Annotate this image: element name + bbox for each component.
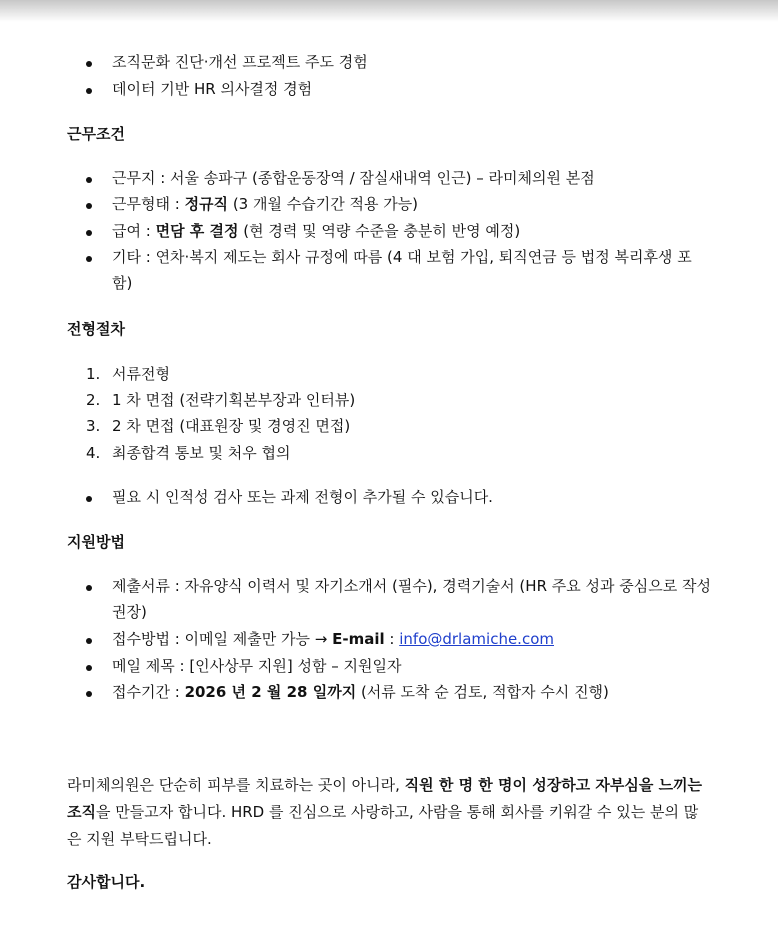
apply-period: 접수기간 : 2026 년 2 월 28 일까지 (서류 도착 순 검토, 적합자 수시 진행)	[112, 683, 609, 701]
bullet-dot	[86, 638, 92, 644]
intro-bullet-2: 데이터 기반 HR 의사결정 경험	[112, 80, 313, 98]
bullet-dot	[86, 230, 92, 236]
condition-pay: 급여 : 면담 후 결정 (현 경력 및 역량 수준을 충분히 반영 예정)	[112, 222, 521, 240]
bullet-dot	[86, 88, 92, 94]
condition-type: 근무형태 : 정규직 (3 개월 수습기간 적용 가능)	[112, 195, 419, 213]
bullet-dot	[86, 665, 92, 671]
bullet-dot	[86, 691, 92, 697]
bullet-dot	[86, 177, 92, 183]
intro-bullet-1: 조직문화 진단·개선 프로젝트 주도 경험	[112, 53, 368, 71]
process-note: 필요 시 인적성 검사 또는 과제 전형이 추가될 수 있습니다.	[112, 488, 493, 506]
step-number: 4.	[86, 444, 101, 462]
condition-location: 근무지 : 서울 송파구 (종합운동장역 / 잠실새내역 인근) – 라미체의원 본점	[112, 169, 595, 187]
apply-documents: 제출서류 : 자유양식 이력서 및 자기소개서 (필수), 경력기술서 (HR 주요 성과 중심으로 작성 권장)	[112, 577, 711, 621]
heading-conditions: 근무조건	[67, 125, 125, 143]
process-step-3: 2 차 면접 (대표원장 및 경영진 면접)	[112, 417, 351, 435]
step-number: 3.	[86, 417, 101, 435]
process-step-1: 서류전형	[112, 365, 170, 383]
condition-etc: 기타 : 연차·복지 제도는 회사 규정에 따름 (4 대 보험 가입, 퇴직연금 등 법정 복리후생 포함)	[112, 248, 692, 292]
apply-subject: 메일 제목 : [인사상무 지원] 성함 – 지원일자	[112, 657, 402, 675]
process-step-2: 1 차 면접 (전략기획본부장과 인터뷰)	[112, 391, 356, 409]
bullet-dot	[86, 585, 92, 591]
step-number: 2.	[86, 391, 101, 409]
closing-thanks: 감사합니다.	[67, 873, 146, 891]
bullet-dot	[86, 61, 92, 67]
bullet-dot	[86, 496, 92, 502]
step-number: 1.	[86, 365, 101, 383]
bullet-dot	[86, 203, 92, 209]
heading-apply: 지원방법	[67, 533, 125, 551]
heading-process: 전형절차	[67, 320, 125, 338]
apply-method: 접수방법 : 이메일 제출만 가능 → E-mail : info@drlamiche.com	[112, 630, 554, 648]
closing-paragraph: 라미체의원은 단순히 피부를 치료하는 곳이 아니라, 직원 한 명 한 명이 성장하고 자부심을 느끼는 조직을 만들고자 합니다. HRD 를 진심으로 사랑하고, 사람을 통해 회사를 키워갈 수 있는 분의 많은 지원 부탁드립니다.	[67, 776, 703, 848]
top-shadow	[0, 0, 778, 22]
process-step-4: 최종합격 통보 및 처우 협의	[112, 444, 291, 462]
bullet-dot	[86, 256, 92, 262]
email-link[interactable]: info@drlamiche.com	[399, 630, 554, 648]
